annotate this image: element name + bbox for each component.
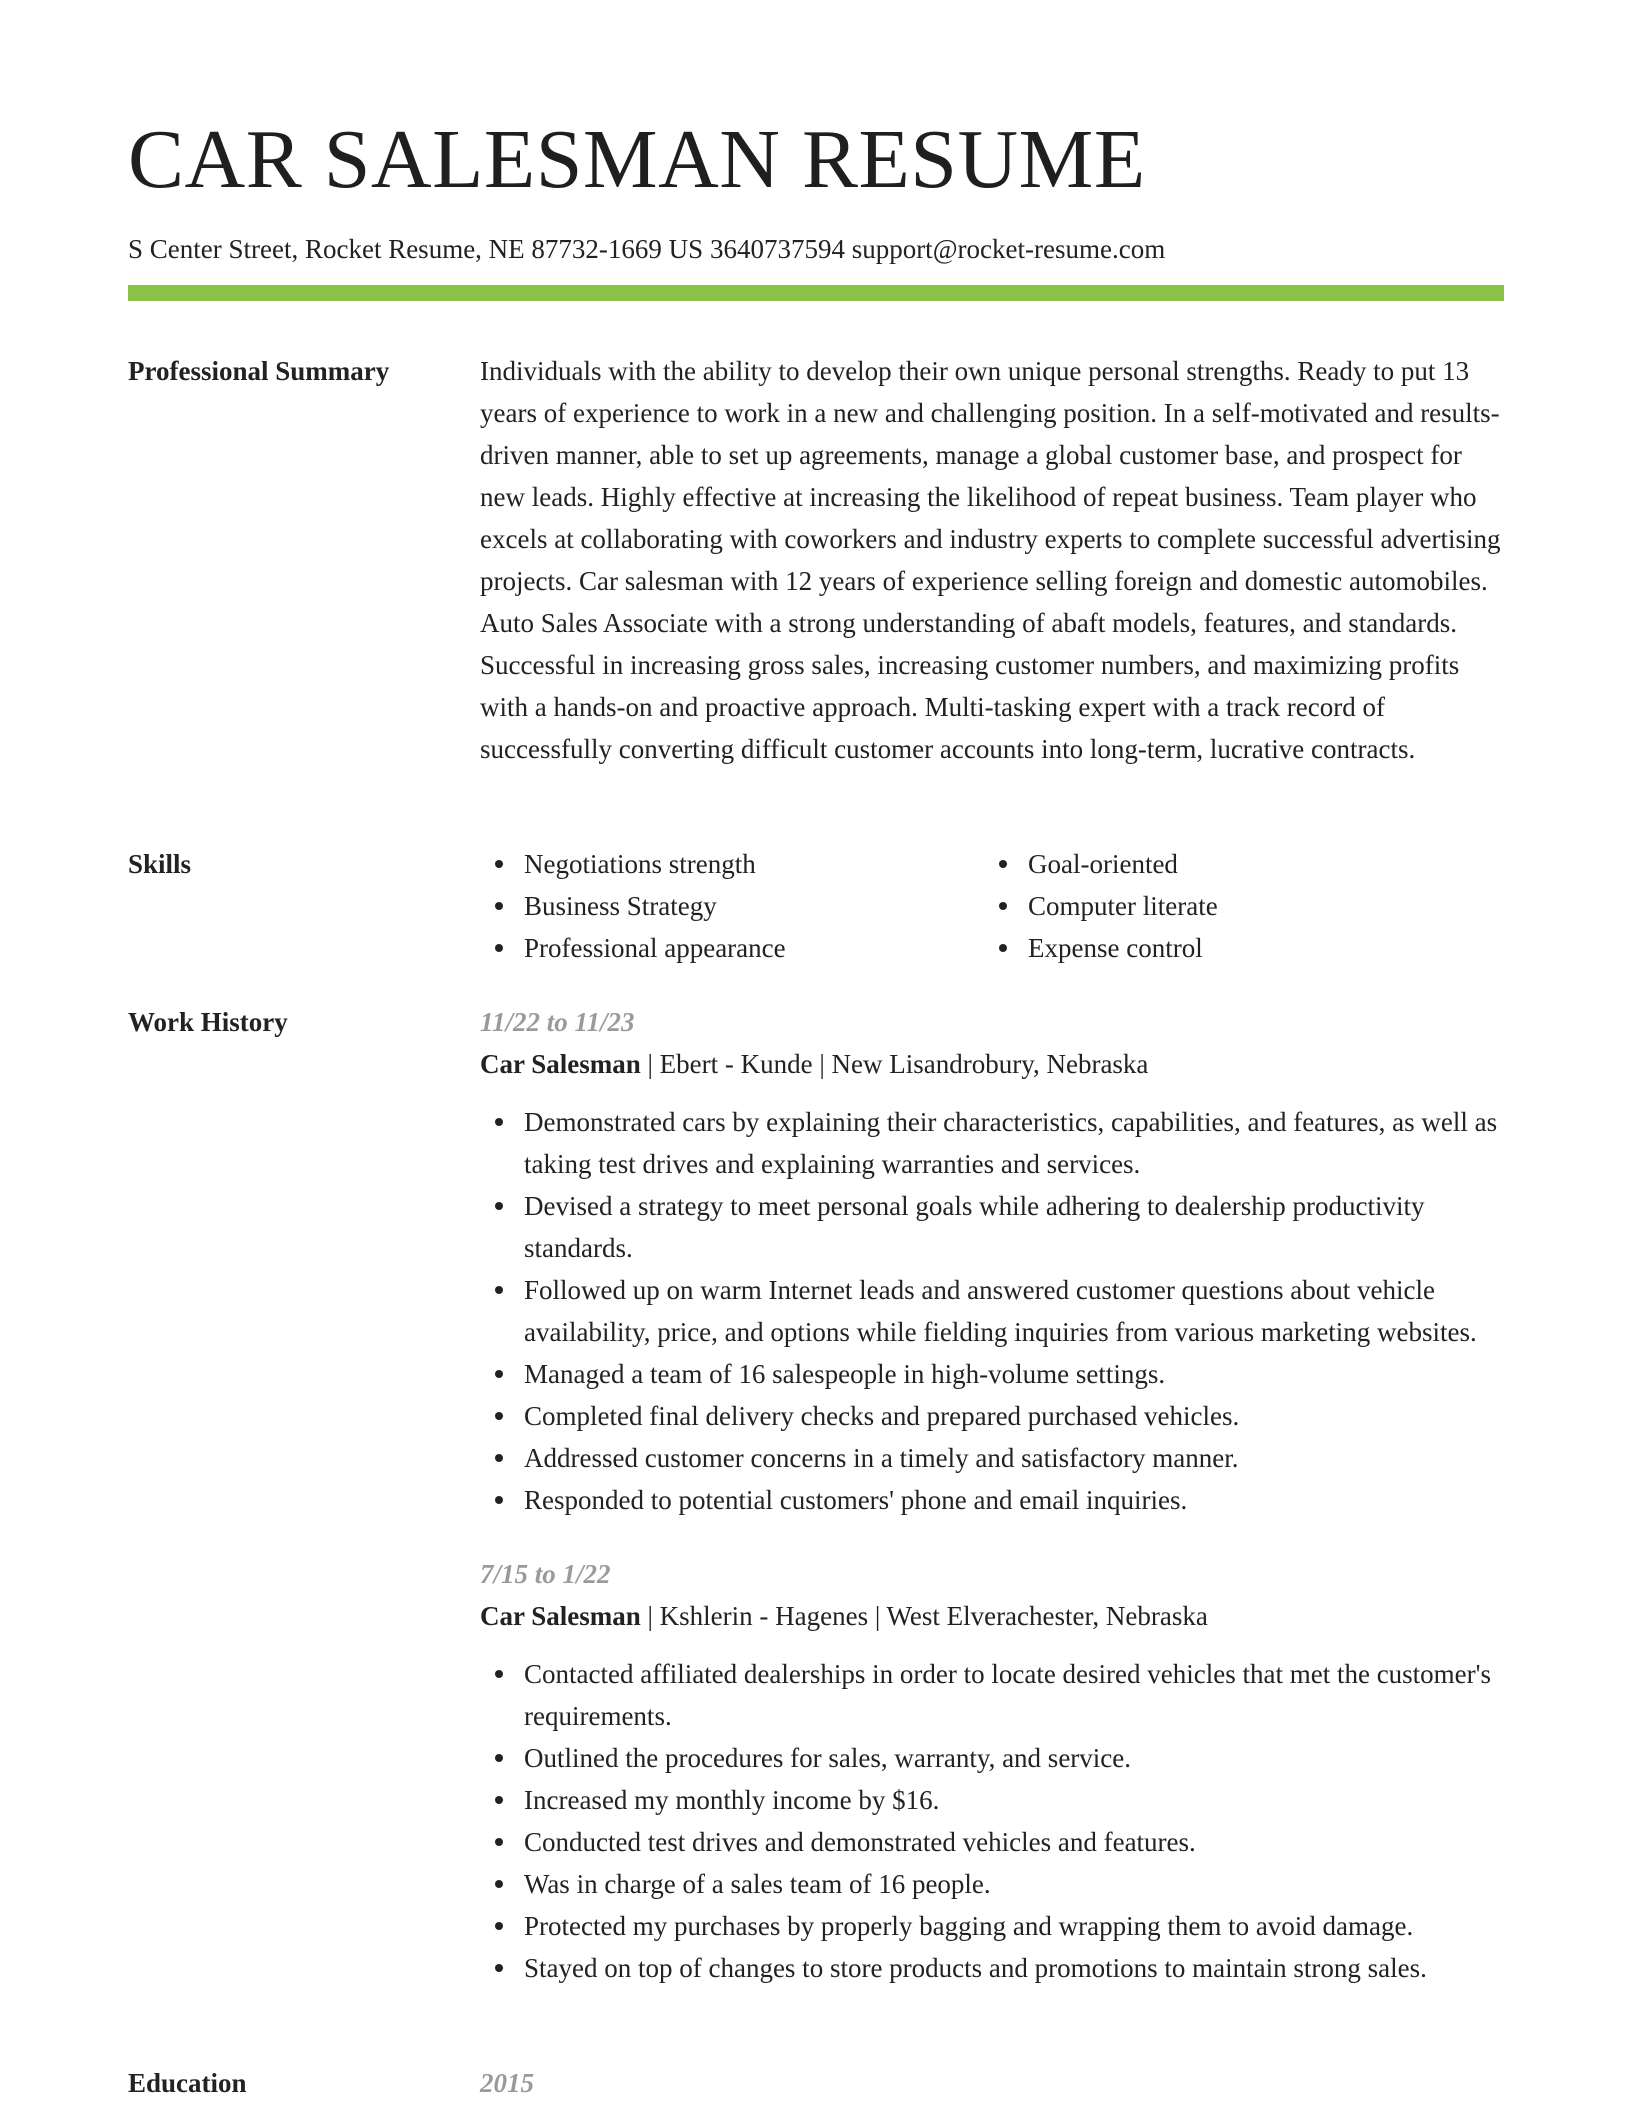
- work-history-heading: Work History: [128, 1007, 288, 1037]
- contact-address: S Center Street, Rocket Resume, NE 87732-1669 US: [128, 234, 704, 264]
- job-duty: Responded to potential customers' phone and email inquiries.: [480, 1479, 1504, 1521]
- work-history-body: [480, 1001, 1504, 1989]
- summary-heading: Professional Summary: [128, 356, 390, 386]
- skill-item: Computer literate: [984, 885, 1488, 927]
- education-heading: Education: [128, 2068, 247, 2098]
- skill-item: Expense control: [984, 927, 1488, 969]
- resume-title: CAR SALESMAN RESUME: [128, 113, 1146, 206]
- summary-text: Individuals with the ability to develop their own unique personal strengths. Ready to put 13 years of experience to work in a new and challenging position. In a self-motivated and results-driven manner, able to set up agreements, manage a global customer base, and prospect for new leads. Highly effective at increasing the likelihood of repeat business. Team player who excels at collaborating with coworkers and industry experts to complete successful advertising projects. Car salesman with 12 years of experience selling foreign and domestic automobiles. Auto Sales Associate with a strong understanding of abaft models, features, and standards. Successful in increasing gross sales, increasing customer numbers, and maximizing profits with a hands-on and proactive approach. Multi-tasking expert with a track record of successfully converting difficult customer accounts into long-term, lucrative contracts.: [480, 356, 1501, 764]
- job-duty: Devised a strategy to meet personal goals while adhering to dealership productivity standards.: [480, 1185, 1504, 1269]
- job-duties: [480, 1653, 1504, 1989]
- skill-item: Negotiations strength: [480, 843, 984, 885]
- job-company-location: | Kshlerin - Hagenes | West Elverachester, Nebraska: [640, 1601, 1208, 1631]
- job-duty: Demonstrated cars by explaining their characteristics, capabilities, and features, as well as taking test drives and explaining warranties and services.: [480, 1101, 1504, 1185]
- job-duty: Contacted affiliated dealerships in order to locate desired vehicles that met the customer's requirements.: [480, 1653, 1504, 1737]
- skills-body: [480, 843, 1504, 969]
- education-body: [480, 2062, 1504, 2104]
- job-duty: Protected my purchases by properly bagging and wrapping them to avoid damage.: [480, 1905, 1504, 1947]
- contact-phone: 3640737594: [709, 234, 845, 264]
- job-heading: [480, 1043, 1504, 1085]
- job-entry: [480, 1001, 1504, 1521]
- header-divider: [128, 285, 1504, 301]
- job-company-location: | Ebert - Kunde | New Lisandrobury, Nebraska: [640, 1049, 1149, 1079]
- job-dates: 7/15 to 1/22: [480, 1559, 611, 1589]
- job-duty: Followed up on warm Internet leads and answered customer questions about vehicle availability, price, and options while fielding inquiries from various marketing websites.: [480, 1269, 1504, 1353]
- job-duty: Stayed on top of changes to store products and promotions to maintain strong sales.: [480, 1947, 1504, 1989]
- skills-columns: [480, 843, 1504, 969]
- job-duty: Outlined the procedures for sales, warranty, and service.: [480, 1737, 1504, 1779]
- skills-heading: Skills: [128, 849, 192, 879]
- job-duty: Completed final delivery checks and prepared purchased vehicles.: [480, 1395, 1504, 1437]
- job-duty: Addressed customer concerns in a timely and satisfactory manner.: [480, 1437, 1504, 1479]
- skill-item: Business Strategy: [480, 885, 984, 927]
- skills-list-right: [984, 843, 1488, 969]
- education-dates: 2015: [480, 2068, 534, 2098]
- skill-item: Goal-oriented: [984, 843, 1488, 885]
- job-duty: Managed a team of 16 salespeople in high-volume settings.: [480, 1353, 1504, 1395]
- job-entry: [480, 1553, 1504, 1989]
- job-dates: 11/22 to 11/23: [480, 1007, 635, 1037]
- contact-line: [128, 232, 1165, 266]
- skill-item: Professional appearance: [480, 927, 984, 969]
- job-duty: Was in charge of a sales team of 16 people.: [480, 1863, 1504, 1905]
- skills-list-left: [480, 843, 984, 969]
- job-duty: Increased my monthly income by $16.: [480, 1779, 1504, 1821]
- job-title: Car Salesman: [480, 1601, 641, 1631]
- job-duty: Conducted test drives and demonstrated vehicles and features.: [480, 1821, 1504, 1863]
- contact-email: support@rocket-resume.com: [851, 234, 1166, 264]
- job-duties: [480, 1101, 1504, 1521]
- job-title: Car Salesman: [480, 1049, 641, 1079]
- job-heading: [480, 1595, 1504, 1637]
